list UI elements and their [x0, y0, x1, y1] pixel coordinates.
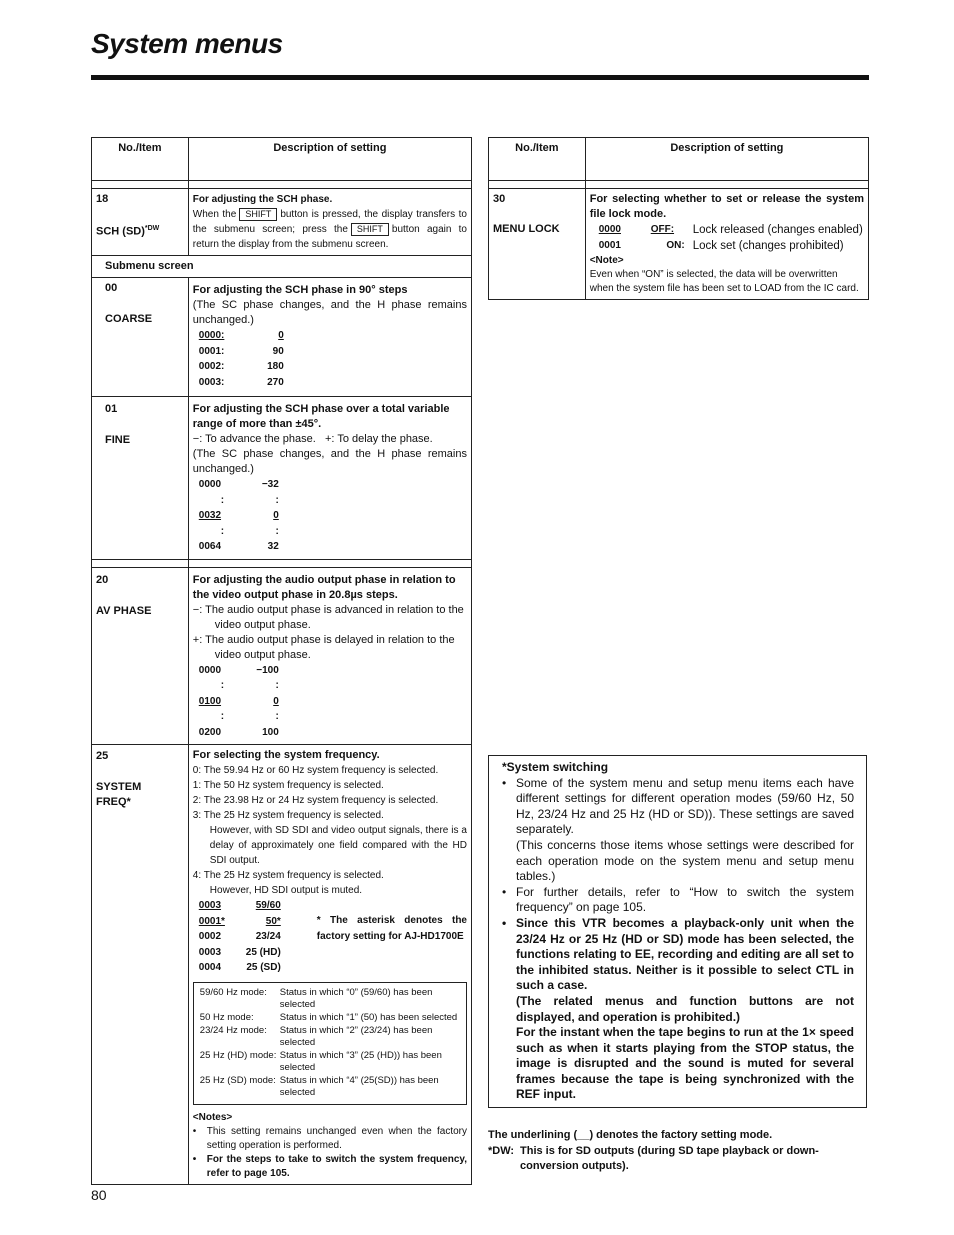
value-table: 0000 −32 : : 0032 0 : : 0064 32 [198, 479, 279, 552]
bullet-item: • Since this VTR becomes a playback-only unit when the 23/24 Hz or 25 Hz (HD or SD) mode has been selected, the functions relating to EE, recording and editing are all set to the inhibited status. Neither is it possible to select CTL in such a case. (The related menus and function buttons are not displayed, and operation is prohibited.) For the instant when the tape begins to run at the 1× speed such as when it starts playing from the STOP status, the image is disrupted and the sound is muted for several frames because the tape is being synchronized with the REF input. [502, 915, 854, 1102]
item-name: AV PHASE [96, 604, 152, 617]
table-row-sch [92, 189, 472, 256]
note-text: Even when “ON” is selected, the data will be overwritten when the system file has been set to LOAD from the IC card. [589, 269, 859, 294]
note-item: • This setting remains unchanged even when the factory setting operation is performed. [192, 1125, 467, 1151]
system-switching-box [488, 755, 867, 1108]
bullet-item: • Some of the system menu and setup menu items each have different settings for different operation modes (59/60 Hz, 50 Hz, 23/24 Hz and 25 Hz (HD or SD)). These settings are saved separately. (This concerns those items whose settings were described for each operation mode on the system menu and setup menu tables.) [502, 775, 854, 884]
right-settings-table [488, 137, 869, 300]
item-number: 18 [96, 193, 109, 205]
column-header-description: Description of setting [188, 138, 471, 181]
title-rule [91, 75, 869, 80]
item-number: 25 [96, 750, 109, 762]
table-row-fine: 01 FINE For adjusting the SCH phase over a total variable range of more than ±45°. −: To advance the phase. +: To delay the phase. (The SC phase changes, and the H phase remains unchanged.) 0000 −32 : : 0032 0 : : 0064 32 [92, 397, 472, 560]
asterisk-note: * The asterisk denotes the factory setting for AJ-HD1700E [316, 915, 467, 942]
item-name: COARSE [105, 313, 153, 325]
item-description: −: To advance the phase. +: To delay the phase. [192, 433, 433, 445]
item-name: FINE [105, 434, 131, 446]
item-name: SCH (SD) [96, 225, 145, 238]
note-label: <Note> [589, 255, 624, 266]
item-description: When the SHIFT button is pressed, the display transfers to the submenu screen; press the SHIFT button again to return the display from the submenu screen. [192, 209, 467, 250]
left-settings-table [91, 137, 472, 1185]
item-description: −: The audio output phase is advanced in relation to the video output phase. [192, 603, 464, 631]
frequency-options: 0: The 59.94 Hz or 60 Hz system frequency is selected. 1: The 50 Hz system frequency is selected. 2: The 23.98 Hz or 24 Hz system frequency is selected. 3: The 25 Hz system frequency is selected. However, with SD SDI and video output signals, there is a delay of approximately one field compared with the HD SDI output. 4: The 25 Hz system frequency is selected. However, HD SDI output is muted. [192, 765, 467, 896]
item-description-title: For selecting the system frequency. [192, 749, 380, 761]
notes-label: <Notes> [192, 1111, 233, 1123]
page-title: System menus [91, 28, 283, 59]
dw-footnote: *DW: This is for SD outputs (during SD tape playback or down-conversion outputs). [488, 1144, 819, 1172]
operation-mode-box: 59/60 Hz mode: Status in which “0” (59/60) has been selected 50 Hz mode: Status in which “1” (50) has been selected 23/24 Hz mode: Status in which “2” (23/24) has been selected 25 Hz (HD) mode: Status in which “3” (25 (HD)) has been selected 25 Hz (SD) mode: Status in which “4” (25(SD)) has been selected [193, 982, 467, 1105]
value-table: 0000: 0 0001: 90 0002: 180 0003: 270 [198, 330, 284, 388]
table-row-system-freq [92, 745, 472, 1185]
note-item: • For the steps to take to switch the system frequency, refer to page 105. [192, 1153, 467, 1179]
page-number: 80 [91, 1187, 107, 1203]
submenu-screen-row: Submenu screen [92, 256, 472, 278]
item-description-title: For adjusting the SCH phase over a total variable range of more than ±45°. [192, 403, 450, 430]
box-title: *System switching [502, 760, 609, 774]
item-name: MENU LOCK [493, 223, 560, 235]
column-header-item: No./Item [92, 138, 189, 181]
footnotes [488, 1128, 873, 1175]
item-number: 20 [96, 573, 109, 586]
shift-key-icon: SHIFT [351, 223, 389, 236]
value-table: 0000 −100 : : 0100 0 : : 0200 100 [198, 664, 279, 738]
value-table: 0000 OFF: Lock released (changes enabled) 0001 ON: Lock set (changes prohibited) [598, 224, 863, 252]
value-table: 0003 59/60 0001* 50* 0002 23/24 0003 25 (HD) 0004 25 (SD) [198, 900, 281, 973]
table-row-coarse [92, 278, 472, 397]
table-header-row [92, 138, 472, 181]
column-header-description: Description of setting [585, 138, 868, 181]
item-number: 00 [105, 282, 118, 294]
shift-key-icon: SHIFT [239, 208, 277, 221]
item-description: (The SC phase changes, and the H phase remains unchanged.) [192, 299, 467, 326]
item-description-title: For adjusting the audio output phase in relation to the video output phase in 20.8µs steps. [192, 573, 456, 601]
underline-footnote: The underlining (__) denotes the factory setting mode. [488, 1129, 773, 1141]
table-row-av-phase: 20 AV PHASE For adjusting the audio output phase in relation to the video output phase in 20.8µs steps. −: The audio output phase is advanced in relation to the video output phase. +: The audio output phase is delayed in relation to the video output phase. 0000 −100 : : 0100 0 : : 0200 100 [92, 567, 472, 745]
dw-superscript: *DW [144, 225, 160, 232]
item-description-title: For adjusting the SCH phase in 90° steps [192, 284, 408, 296]
column-header-item: No./Item [489, 138, 586, 181]
table-header-row [489, 138, 869, 181]
item-number: 30 [493, 193, 506, 205]
item-number: 01 [105, 403, 118, 415]
bullet-item: • For further details, refer to “How to switch the system frequency” on page 105. [502, 884, 854, 915]
item-description-title: For adjusting the SCH phase. [192, 194, 333, 205]
item-description-title: For selecting whether to set or release the system file lock mode. [589, 193, 864, 220]
item-name: SYSTEM FREQ* [96, 781, 142, 808]
table-row-menu-lock [489, 189, 869, 300]
